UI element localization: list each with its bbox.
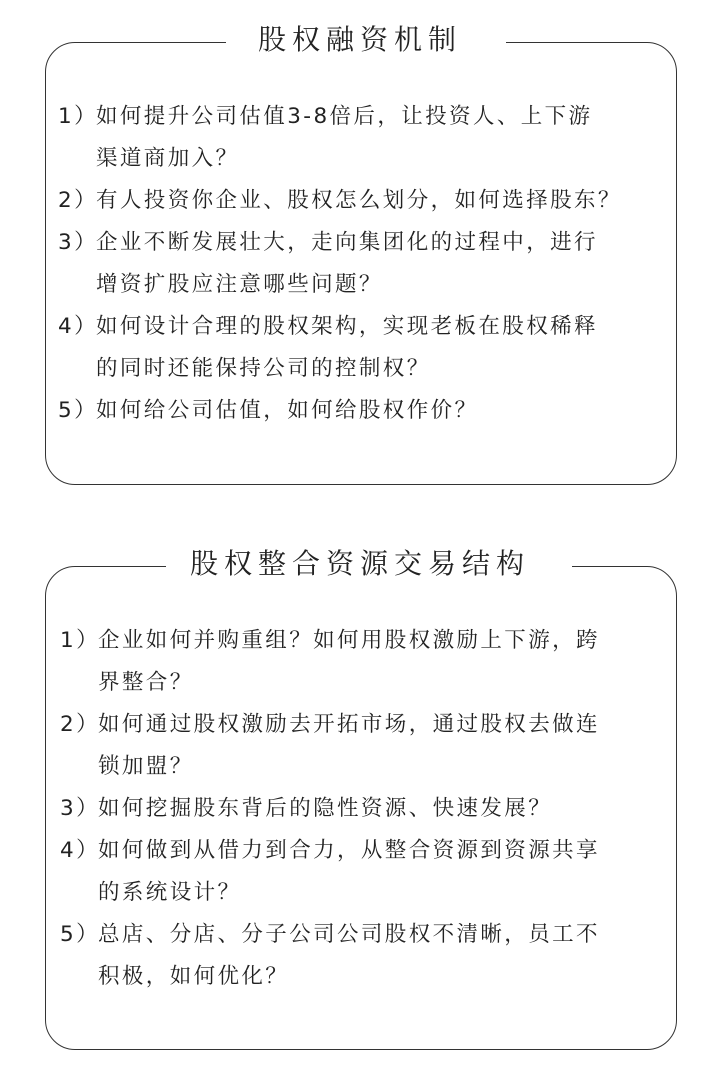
section-title-resource-integration: 股权整合资源交易结构	[189, 547, 530, 580]
item-number: 5）	[60, 922, 100, 947]
item-text-line: 渠道商加入？	[96, 146, 240, 171]
item-text-line: 企业如何并购重组？如何用股权激励上下游，跨	[98, 628, 600, 653]
item-text-line: 企业不断发展壮大，走向集团化的过程中，进行	[96, 230, 598, 255]
item-text-line: 总店、分店、分子公司公司股权不清晰，员工不	[98, 922, 600, 947]
item-number: 1）	[60, 628, 100, 653]
list-item	[60, 830, 666, 914]
item-text-line: 如何做到从借力到合力，从整合资源到资源共享	[98, 838, 600, 863]
item-number: 4）	[60, 838, 100, 863]
equity-financing-question-list	[58, 96, 674, 432]
item-text-line: 的同时还能保持公司的控制权？	[96, 356, 431, 381]
item-text-line: 的系统设计？	[98, 880, 242, 905]
resource-integration-question-list	[60, 620, 666, 998]
item-text-line: 增资扩股应注意哪些问题？	[96, 272, 383, 297]
item-number: 2）	[58, 188, 98, 213]
list-item	[58, 390, 674, 432]
list-item	[58, 306, 674, 390]
list-item	[58, 180, 674, 222]
item-text-line: 界整合？	[98, 670, 194, 695]
item-text-line: 积极，如何优化？	[98, 964, 290, 989]
item-number: 2）	[60, 712, 100, 737]
item-number: 1）	[58, 104, 98, 129]
item-number: 5）	[58, 398, 98, 423]
list-item	[60, 704, 666, 788]
item-text-line: 如何提升公司估值3-8倍后，让投资人、上下游	[96, 104, 593, 129]
item-text-line: 如何通过股权激励去开拓市场，通过股权去做连	[98, 712, 600, 737]
item-text-line: 如何设计合理的股权架构，实现老板在股权稀释	[96, 314, 598, 339]
item-number: 4）	[58, 314, 98, 339]
list-item	[58, 96, 674, 180]
item-text-line: 锁加盟？	[98, 754, 194, 779]
list-item	[60, 620, 666, 704]
item-number: 3）	[60, 796, 100, 821]
item-text-line: 如何给公司估值，如何给股权作价？	[96, 398, 479, 423]
list-item	[60, 788, 666, 830]
item-text-line: 有人投资你企业、股权怎么划分，如何选择股东？	[96, 188, 622, 213]
section-title-equity-financing: 股权融资机制	[257, 23, 462, 56]
list-item	[58, 222, 674, 306]
item-number: 3）	[58, 230, 98, 255]
item-text-line: 如何挖掘股东背后的隐性资源、快速发展？	[98, 796, 553, 821]
list-item	[60, 914, 666, 998]
